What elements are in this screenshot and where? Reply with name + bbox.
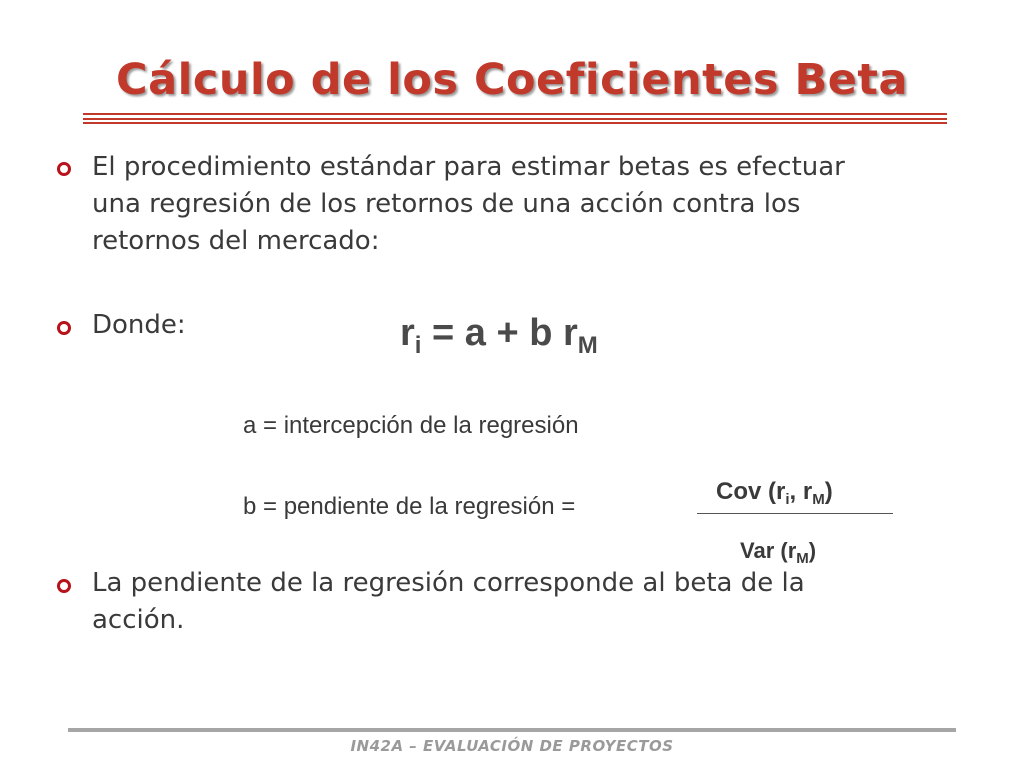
formula-rest: = a + b r — [421, 312, 578, 354]
definition-b: b = pendiente de la regresión = — [243, 493, 576, 520]
footer-text: IN42A – EVALUACIÓN DE PROYECTOS — [350, 737, 674, 755]
fraction-denominator — [740, 538, 816, 567]
den-subscript-m: M — [796, 550, 809, 567]
den-suffix: ) — [808, 538, 817, 563]
footer-rule — [68, 728, 956, 732]
num-prefix: Cov (r — [716, 478, 786, 505]
fraction-bar — [697, 513, 893, 514]
num-subscript-m: M — [812, 491, 825, 508]
num-subscript-i: i — [785, 491, 790, 508]
title-underline-rule — [83, 122, 947, 124]
bullet-circle-icon — [57, 579, 71, 593]
bullet-line: una regresión de los retornos de una acción contra los — [92, 189, 801, 219]
num-suffix: ) — [824, 478, 833, 505]
fraction-numerator — [716, 478, 833, 508]
bullet-circle-icon — [57, 162, 71, 176]
bullet-text — [92, 149, 972, 260]
den-prefix: Var (r — [740, 538, 797, 563]
bullet-line: Donde: — [92, 310, 186, 340]
bullet-line: La pendiente de la regresión corresponde al beta de la — [92, 568, 805, 598]
bullet-line: acción. — [92, 605, 185, 635]
formula-r: r — [400, 312, 415, 354]
title-underline-rule — [83, 113, 947, 115]
num-mid: , r — [789, 478, 813, 505]
formula-r-subscript: i — [414, 332, 422, 359]
bullet-circle-icon — [57, 321, 71, 335]
bullet-line: El procedimiento estándar para estimar betas es efectuar — [92, 152, 845, 182]
slide-title: Cálculo de los Coeficientes Beta — [116, 55, 908, 105]
definition-a: a = intercepción de la regresión — [243, 412, 579, 439]
regression-formula — [400, 312, 598, 360]
title-underline-rule — [83, 118, 947, 120]
formula-rest-subscript: M — [577, 332, 598, 359]
bullet-text — [92, 565, 972, 639]
bullet-line: retornos del mercado: — [92, 226, 380, 256]
